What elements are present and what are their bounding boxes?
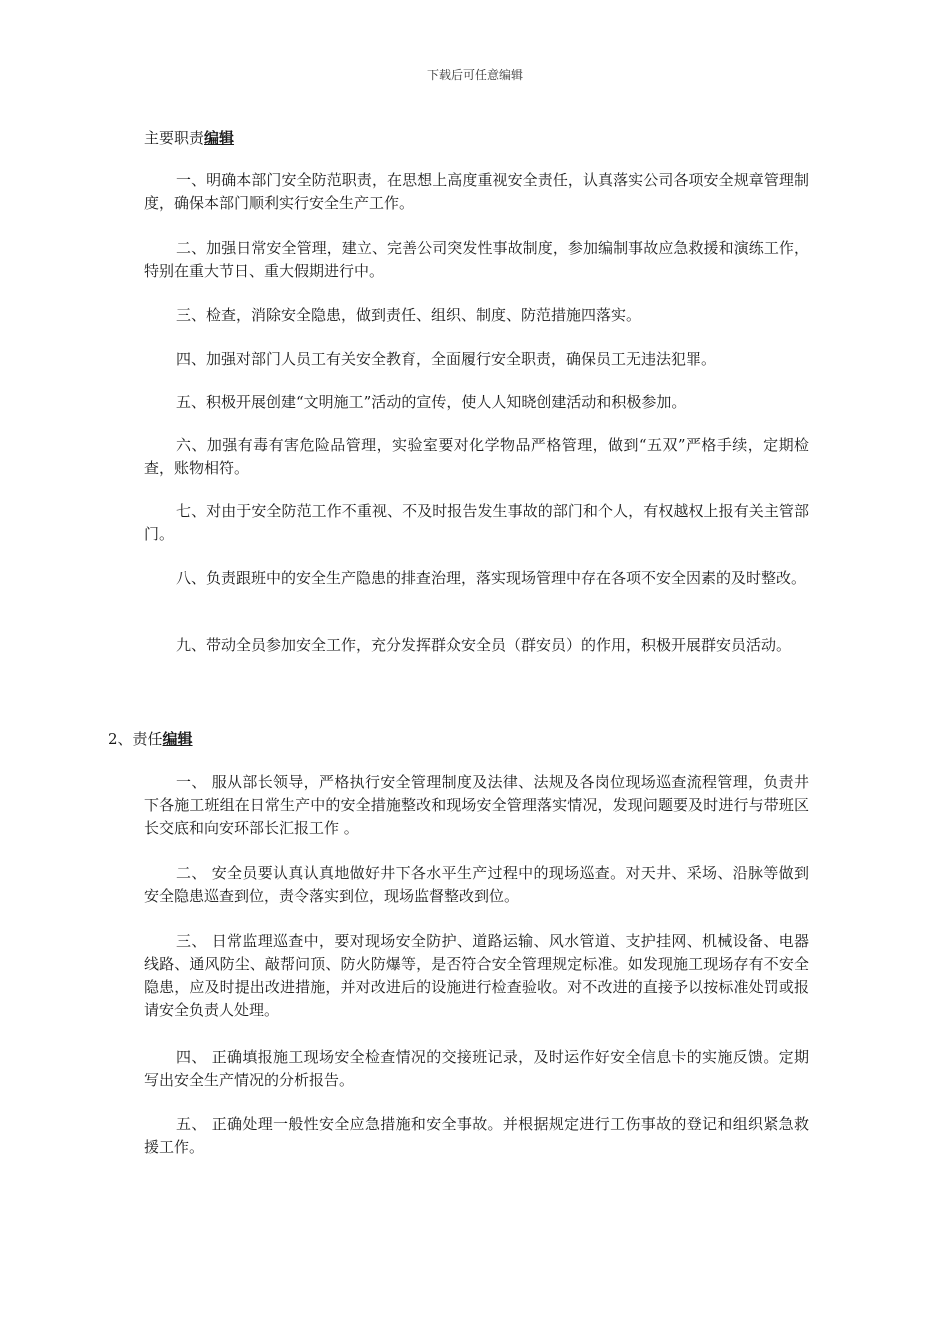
edit-link[interactable]: 编辑 xyxy=(204,129,235,147)
paragraph: 二、 安全员要认真认真地做好井下各水平生产过程中的现场巡查。对天井、采场、沿脉等做到安全隐患巡查到位，责令落实到位，现场监督整改到位。 xyxy=(144,864,809,905)
section-heading-duties xyxy=(108,729,193,749)
paragraph: 五、 正确处理一般性安全应急措施和安全事故。并根据规定进行工伤事故的登记和组织紧急救援工作。 xyxy=(144,1115,809,1156)
paragraph: 四、加强对部门人员工有关安全教育，全面履行安全职责，确保员工无违法犯罪。 xyxy=(176,350,717,368)
paragraph: 四、 正确填报施工现场安全检查情况的交接班记录，及时运作好安全信息卡的实施反馈。定期写出安全生产情况的分析报告。 xyxy=(144,1048,809,1089)
paragraph: 一、 服从部长领导，严格执行安全管理制度及法律、法规及各岗位现场巡查流程管理，负责井下各施工班组在日常生产中的安全措施整改和现场安全管理落实情况，发现问题要及时进行与带班区长交底和向安环部长汇报工作 。 xyxy=(144,773,809,837)
section-title: 主要职责 xyxy=(144,129,205,147)
paragraph: 八、负责跟班中的安全生产隐患的排查治理，落实现场管理中存在各项不安全因素的及时整改。 xyxy=(176,569,807,587)
paragraph: 五、积极开展创建“文明施工”活动的宣传，使人人知晓创建活动和积极参加。 xyxy=(176,393,687,411)
section-heading-responsibilities xyxy=(144,128,234,148)
section-title: 2、责任 xyxy=(108,730,163,748)
paragraph: 九、带动全员参加安全工作，充分发挥群众安全员（群安员）的作用，积极开展群安员活动。 xyxy=(176,636,792,654)
paragraph: 一、明确本部门安全防范职责，在思想上高度重视安全责任，认真落实公司各项安全规章管理制度，确保本部门顺利实行安全生产工作。 xyxy=(144,171,809,212)
edit-link[interactable]: 编辑 xyxy=(162,730,193,748)
paragraph: 六、加强有毒有害危险品管理，实验室要对化学物品严格管理，做到“五双”严格手续，定期检查，账物相符。 xyxy=(144,436,809,477)
page-header: 下载后可任意编辑 xyxy=(426,68,523,82)
paragraph: 三、 日常监理巡查中，要对现场安全防护、道路运输、风水管道、支护挂网、机械设备、电器线路、通风防尘、敲帮问顶、防火防爆等，是否符合安全管理规定标准。如发现施工现场存有不安全隐患，应及时提出改进措施，并对改进后的设施进行检查验收。对不改进的直接予以按标准处罚或报请安全负责人处理。 xyxy=(144,932,809,1019)
paragraph: 三、检查，消除安全隐患，做到责任、组织、制度、防范措施四落实。 xyxy=(176,306,642,324)
paragraph: 二、加强日常安全管理，建立、完善公司突发性事故制度，参加编制事故应急救援和演练工作，特别在重大节日、重大假期进行中。 xyxy=(144,239,809,280)
paragraph: 七、对由于安全防范工作不重视、不及时报告发生事故的部门和个人，有权越权上报有关主管部门。 xyxy=(144,502,809,543)
